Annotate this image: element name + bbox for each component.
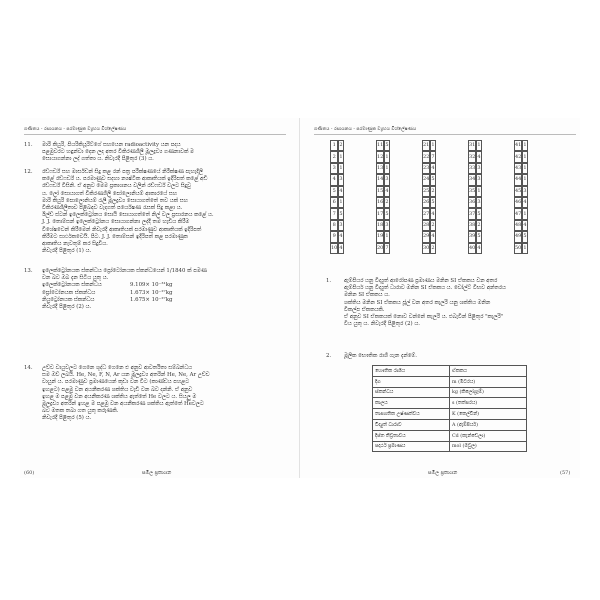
grid-number-cell: 3 (330, 163, 338, 174)
page-number-left: (60) (24, 470, 35, 476)
quantity-cell: කාලය (373, 398, 450, 409)
grid-number-cell: 24 (422, 174, 430, 185)
grid-number-cell: 20 (376, 243, 384, 254)
grid-value-cell: 7 (384, 243, 389, 254)
unit-cell: m (මීටරය) (450, 376, 527, 387)
grid-row (330, 151, 344, 162)
units-row (373, 441, 527, 452)
grid-column-2 (376, 140, 390, 254)
grid-number-cell: 49 (514, 231, 522, 242)
mass-row-electron (42, 282, 202, 289)
grid-value-cell: 5 (384, 140, 389, 151)
answer-line: නිවැරදි පිළිතුර (2) ය. (42, 304, 92, 311)
grid-number-cell: 33 (468, 163, 476, 174)
grid-row (422, 151, 436, 162)
grid-row (468, 174, 482, 185)
grid-number-cell: 22 (422, 151, 430, 162)
grid-value-cell: 3 (338, 220, 343, 231)
grid-column-3 (422, 140, 436, 254)
question-number: 14. (24, 365, 33, 371)
grid-number-cell: 5 (330, 186, 338, 197)
grid-value-cell: 1 (522, 208, 527, 219)
units-table (372, 365, 527, 452)
grid-row (376, 231, 390, 242)
grid-value-cell: 3 (522, 186, 527, 197)
grid-number-cell: 17 (376, 208, 384, 219)
answer-line: නිවැරදි පිළිතුර (5) ය. (42, 415, 92, 422)
grid-value-cell: 4 (338, 186, 343, 197)
grid-number-cell: 46 (514, 197, 522, 208)
footer-publisher-left: සමිල ප්‍රකාශන (142, 470, 172, 476)
text-line: බව මතක තබා ගත යුතු කරුණකි. (42, 408, 119, 415)
mass-row-proton (42, 290, 202, 297)
text-line: විකල්ප ඒකකයකි. (344, 306, 385, 313)
grid-number-cell: 29 (422, 231, 430, 242)
grid-value-cell: 4 (338, 243, 343, 254)
grid-value-cell: 3 (476, 163, 481, 174)
grid-row (330, 186, 344, 197)
grid-value-cell: 1 (338, 163, 343, 174)
grid-number-cell: 48 (514, 220, 522, 231)
text-line: ආකෘතිය නැවතුම් කර සිදුවිය. (42, 241, 108, 248)
unit-cell: Cd (කැන්ඩෙලා) (450, 430, 527, 441)
grid-number-cell: 18 (376, 220, 384, 231)
text-line: ඊල්ඩ් ස්ටන් ඉලෙක්ට්‍රෝනය සොයි සොයාගත්තේ නිල් වල ප්‍රසාරනය කළේ ය. (42, 212, 214, 219)
grid-row (330, 163, 344, 174)
grid-row (376, 197, 390, 208)
grid-number-cell: 32 (468, 151, 476, 162)
header-rule (314, 134, 576, 135)
grid-column-1 (330, 140, 344, 254)
grid-value-cell: 3 (338, 174, 343, 185)
grid-value-cell: 2 (430, 220, 435, 231)
question-number: 12. (24, 169, 33, 175)
grid-value-cell: 1 (476, 186, 481, 197)
text-line: ඉහළට) පළමු වන අයනීකරණ ශක්තිය වැඩි වන බව දන්නි. ඒ අනුව (42, 386, 193, 393)
text-line: සම ඔව් ලබයි. He, Ne, F, N, Ar යන මූලද්‍රව්‍ය අතරින් He, Ne, Ar උච්ච (42, 372, 210, 379)
unit-cell: s (තත්පරය) (450, 398, 527, 409)
grid-number-cell: 4 (330, 174, 338, 185)
grid-value-cell: 1 (476, 140, 481, 151)
grid-row (330, 243, 344, 254)
grid-row (514, 243, 528, 254)
unit-cell: kg (කිලෝග්‍රෑම්) (450, 387, 527, 398)
grid-row (468, 151, 482, 162)
grid-number-cell: 10 (330, 243, 338, 254)
quantity-cell: පදාර්ථ ප්‍රමාණය (373, 441, 450, 452)
text-line: උච්ච වායුවලට ගෙනෙ ශුද්ධ ගෙනෙ එ අනුව ආවර්තිතා සම්බන්ධය (42, 365, 193, 371)
mass-name: ප්‍රෝටෝනයක ස්කන්ධය (42, 289, 96, 296)
grid-value-cell: 1 (522, 174, 527, 185)
grid-row (376, 163, 390, 174)
grid-value-cell: 3 (384, 174, 389, 185)
grid-number-cell: 50 (514, 243, 522, 254)
left-page (20, 118, 290, 478)
grid-number-cell: 47 (514, 208, 522, 219)
grid-value-cell: 2 (476, 220, 481, 231)
grid-number-cell: 9 (330, 231, 338, 242)
text-line: මාරි කියුරි, පියරිකියූරිට්ගේ සහයෙන radioactivity යන පදය (42, 142, 181, 148)
units-row (373, 430, 527, 441)
answer-line: නිවැරදි පිළිතුර (1) ය. (42, 248, 92, 255)
grid-value-cell: 5 (476, 231, 481, 242)
text-line: මාරි කියුරි පොලොනියම් රැලී මූලද්‍රව්‍ය සොයාගත්තේ තව යක් සහ (42, 197, 188, 204)
right-page (310, 118, 580, 478)
text-line: මූලද්‍රව්‍ය අතරින් ඉහළ ම පළමු වන අයනීකරණ ශක්තිය ඇත්තේ Heවලට (42, 401, 204, 408)
grid-row (330, 140, 344, 151)
grid-value-cell: 2 (430, 186, 435, 197)
grid-row (422, 186, 436, 197)
quantity-cell: තාපගතික උෂ්ණත්වය (373, 409, 450, 420)
mass-value: 1.675× 10⁻²⁷kg (130, 296, 173, 303)
grid-row (422, 197, 436, 208)
grid-value-cell: 4 (384, 186, 389, 197)
text-line: ඉලෙක්ට්‍රෝනයක ස්කන්ධය ප්‍රෝටෝනයක ස්කන්ධයෙන් 1/1840 ක් පමණ (42, 268, 207, 274)
question-number: 1. (326, 278, 332, 284)
answer-line: වීය යුතු ය. නිවැරදි පිළිතුර (2) ය. (344, 321, 420, 328)
text-line: රඩ්ෆර්ඩ් සහ මාර්ස්ඩන් සිදු කළ රන් පත්‍ර පරීක්ෂණයේ නිරීක්ෂණ පැහැදිලි (42, 169, 203, 175)
grid-row (422, 163, 436, 174)
grid-number-cell: 1 (330, 140, 338, 151)
units-row (373, 409, 527, 420)
grid-row (422, 174, 436, 185)
text-line: පළමුවරට හඳුන්වා දෙන ලද අතර විකිරණශීලී මූලද්‍රව්‍ය ගණනාවක් ම (42, 149, 194, 156)
grid-number-cell: 8 (330, 220, 338, 231)
grid-value-cell: 7 (430, 151, 435, 162)
grid-row (422, 243, 436, 254)
grid-value-cell: 5 (522, 231, 527, 242)
grid-value-cell: 4 (522, 220, 527, 231)
grid-number-cell: 14 (376, 174, 384, 185)
grid-number-cell: 27 (422, 208, 430, 219)
unit-cell: mol (මවුල) (450, 441, 527, 452)
header-rule (24, 134, 286, 135)
grid-value-cell: 1 (522, 140, 527, 151)
grid-number-cell: 7 (330, 208, 338, 219)
grid-value-cell: 5 (338, 208, 343, 219)
text-line: කිරීමට සාර්ථකවෙයි. පිට. J. J. තොම්සන් ඉදිරිපත් කළ පරමාණුක (42, 233, 188, 240)
grid-value-cell: 3 (476, 174, 481, 185)
grid-row (376, 151, 390, 162)
grid-number-cell: 16 (376, 197, 384, 208)
grid-number-cell: 43 (514, 163, 522, 174)
grid-number-cell: 28 (422, 220, 430, 231)
unit-cell: ඒකකය (450, 366, 527, 377)
grid-row (514, 163, 528, 174)
grid-number-cell: 34 (468, 174, 476, 185)
grid-row (468, 186, 482, 197)
grid-value-cell: 4 (522, 197, 527, 208)
grid-value-cell: 5 (430, 174, 435, 185)
grid-row (468, 220, 482, 231)
quantity-cell: භෞතික රාශිය (373, 366, 450, 377)
grid-row (422, 220, 436, 231)
grid-value-cell: 1 (430, 140, 435, 151)
grid-number-cell: 41 (514, 140, 522, 151)
grid-number-cell: 6 (330, 197, 338, 208)
mass-name: ඉලෙක්ට්‍රෝනයක ස්කන්ධය (42, 282, 102, 289)
text-line: ඇම්පියර් යනු විද්‍යුත් ධාරාව මනින SI ඒකකය ය. වෝල්ට් විභව අන්තරය (344, 285, 506, 292)
running-head-right: ගණිතය - රසායනය - පරමාණුක ව්‍යූහය විශ්ලේෂණය (314, 127, 417, 132)
grid-number-cell: 40 (468, 243, 476, 254)
grid-number-cell: 39 (468, 231, 476, 242)
grid-number-cell: 44 (514, 174, 522, 185)
grid-row (468, 163, 482, 174)
grid-number-cell: 35 (468, 186, 476, 197)
text-line: මූලික භෞතික රාශි ගැන දැන්මේ. (344, 353, 418, 359)
grid-value-cell: 4 (476, 151, 481, 162)
grid-row (330, 197, 344, 208)
grid-row (422, 140, 436, 151)
grid-value-cell: 4 (338, 231, 343, 242)
quantity-cell: දිග (373, 376, 450, 387)
grid-number-cell: 23 (422, 163, 430, 174)
unit-cell: A (ඇම්පියර්) (450, 419, 527, 430)
text-line: විකිරණශීලීතාව පිළිබඳව වැදගත් පර්යේෂණ රැසක් සිදු කළා ය. (42, 205, 183, 212)
grid-number-cell: 37 (468, 208, 476, 219)
grid-row (514, 231, 528, 242)
text-line: මනින SI ඒකකය ය. (344, 292, 390, 299)
grid-row (330, 174, 344, 185)
mass-name: නියුට්‍රෝනයක ස්කන්ධය (42, 296, 95, 303)
grid-row (514, 208, 528, 219)
text-line: ශක්තිය මනින SI ඒකකය ජූල් වන අතර කැලරි යනු ශක්තිය මනින (344, 299, 491, 306)
text-line: ඇම්පියර යනු විද්‍යුත් ආරෝපණ ප්‍රමාණය මනින SI ඒකකය වන අතර (344, 278, 498, 284)
grid-number-cell: 26 (422, 197, 430, 208)
grid-number-cell: 21 (422, 140, 430, 151)
text-line: රඩ්ෆර්ඩ් විසිනි. ඒ අනුව මෙම ප්‍රකාශනය වලින් රඩ්ෆර්ඩ් වලට සිදුවු (42, 183, 191, 190)
grid-row (468, 231, 482, 242)
grid-row (468, 140, 482, 151)
grid-number-cell: 2 (330, 151, 338, 162)
units-row (373, 387, 527, 398)
grid-value-cell: 4 (430, 208, 435, 219)
grid-number-cell: 15 (376, 186, 384, 197)
grid-number-cell: 25 (422, 186, 430, 197)
grid-row (514, 174, 528, 185)
quantity-cell: ස්කන්ධය (373, 387, 450, 398)
grid-value-cell: 3 (384, 220, 389, 231)
text-line: වායුන් ය. පරමාණුව ප්‍රමාණයෙන් කුඩා වන විට (කාණ්ඩය පහළට (42, 379, 190, 386)
grid-number-cell: 13 (376, 163, 384, 174)
grid-number-cell: 38 (468, 220, 476, 231)
grid-number-cell: 19 (376, 231, 384, 242)
grid-row (376, 186, 390, 197)
grid-value-cell: 1 (522, 151, 527, 162)
question-number: 13. (24, 268, 33, 274)
grid-row (468, 208, 482, 219)
grid-row (514, 151, 528, 162)
grid-value-cell: 1 (522, 243, 527, 254)
grid-number-cell: 11 (376, 140, 384, 151)
grid-row (330, 220, 344, 231)
grid-value-cell: 4 (476, 243, 481, 254)
text-line: ය. ලෝ සොයාගත් විකිරණශීලී පෝලොනියම් ආකාරයේ සහ (42, 190, 177, 197)
units-row (373, 398, 527, 409)
grid-row (376, 243, 390, 254)
quantity-cell: දීප්ත තීව්‍රතාවය (373, 430, 450, 441)
grid-row (514, 186, 528, 197)
grid-column-5 (514, 140, 528, 254)
grid-number-cell: 30 (422, 243, 430, 254)
footer-publisher-right: සමිල ප්‍රකාශන (428, 470, 458, 476)
grid-value-cell: 1 (522, 163, 527, 174)
grid-number-cell: 12 (376, 151, 384, 162)
text-line: ඉහළ ම පළමු වන අයනීකරණ ශක්තිය ඇත්තේ He වලට ය. සියලු ම (42, 393, 197, 400)
text-line: විශේෂවෙන් කිරීමෙන් නිවැරදි ආකෘතියක් පරමාණුව ආකෘතියක් ඉදිරිපත් (42, 226, 202, 233)
units-header-row (373, 366, 527, 377)
grid-value-cell: 5 (430, 197, 435, 208)
grid-value-cell: 4 (430, 163, 435, 174)
grid-row (422, 208, 436, 219)
grid-value-cell: 2 (384, 197, 389, 208)
grid-row (468, 197, 482, 208)
grid-row (376, 220, 390, 231)
grid-row (514, 140, 528, 151)
grid-row (514, 220, 528, 231)
grid-value-cell: 4 (430, 231, 435, 242)
grid-value-cell: 2 (338, 140, 343, 151)
page-number-right: (57) (560, 470, 571, 476)
grid-row (330, 208, 344, 219)
book-spine (299, 118, 300, 478)
question-number: 11. (24, 142, 33, 148)
text-line: සොයාගන්නා ලද් ගත්තා ය. නිවැරදි පිළිතුර (3) ය. (42, 156, 154, 163)
grid-value-cell: 3 (476, 197, 481, 208)
units-row (373, 419, 527, 430)
grid-row (468, 243, 482, 254)
mass-row-neutron (42, 297, 202, 304)
grid-row (376, 140, 390, 151)
text-line: ඒ අනුව SI ඒකකයක් නොව වන්නේ කැලරි ය. එබැවින් පිළිතුර "කැලරි" (344, 314, 504, 321)
grid-number-cell: 36 (468, 197, 476, 208)
grid-value-cell: 2 (430, 243, 435, 254)
quantity-cell: විද්‍යුත් ධාරාව (373, 419, 450, 430)
grid-row (514, 197, 528, 208)
grid-row (376, 208, 390, 219)
text-line: කළේ රඩ්ෆර්ඩ් ය. පරමාණුව සදහා න්‍යෂ්ටික ආකෘතියක් ඉදිරිපත් කළේ අඩි (42, 176, 208, 183)
grid-value-cell: 1 (384, 151, 389, 162)
grid-number-cell: 42 (514, 151, 522, 162)
unit-cell: K (කෙල්වින්) (450, 409, 527, 420)
grid-row (330, 231, 344, 242)
book-spread (20, 118, 580, 478)
question-number: 2. (326, 353, 332, 359)
mass-value: 9.109× 10⁻³¹kg (130, 282, 173, 289)
grid-number-cell: 45 (514, 186, 522, 197)
mass-value: 1.673× 10⁻²⁷kg (130, 289, 173, 296)
units-row (373, 376, 527, 387)
grid-row (376, 174, 390, 185)
grid-value-cell: 5 (476, 208, 481, 219)
grid-value-cell: 1 (338, 197, 343, 208)
grid-value-cell: 1 (384, 163, 389, 174)
grid-row (422, 231, 436, 242)
grid-value-cell: 1 (338, 151, 343, 162)
running-head-left: ගණිතය - රසායනය - පරමාණුක ව්‍යූහය විශ්ලේෂණය (24, 127, 127, 132)
grid-number-cell: 31 (468, 140, 476, 151)
grid-value-cell: 1 (384, 231, 389, 242)
grid-column-4 (468, 140, 482, 254)
text-line: J. J. තොම්සන් ඉලෙක්ට්‍රෝනය සොයාගන්නා ලද්දී තම හැඩිය කිරීම (42, 219, 190, 226)
text-line: වන බව ඔබ දැන සිටිය යුතු ය. (42, 275, 109, 282)
grid-value-cell: 5 (384, 208, 389, 219)
